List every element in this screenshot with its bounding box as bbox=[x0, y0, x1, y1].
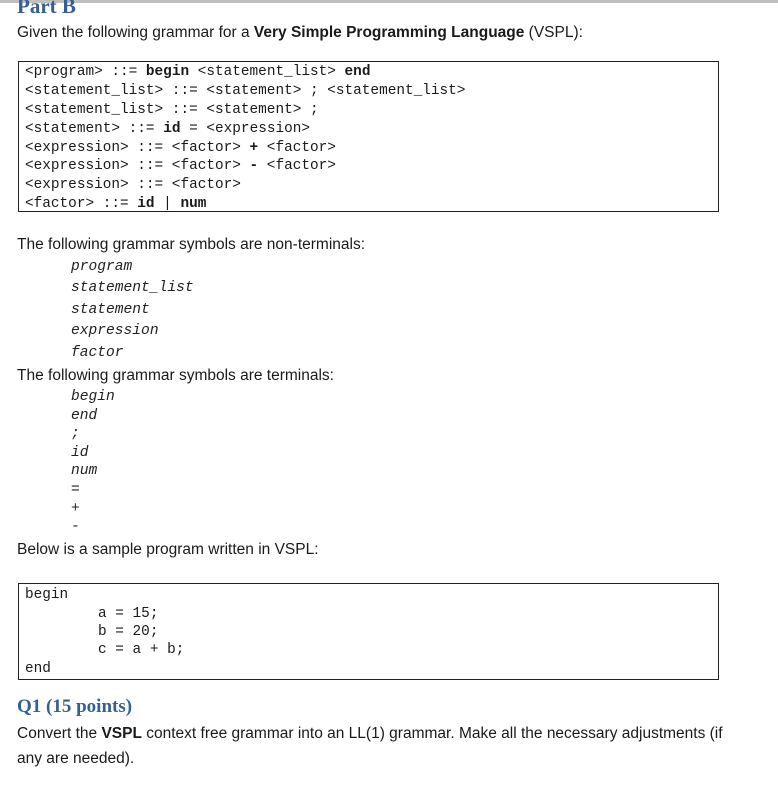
nonterminal-symbol: factor bbox=[71, 344, 124, 361]
terminal-symbol: - bbox=[71, 519, 80, 536]
grammar-terminal: id bbox=[137, 196, 155, 213]
grammar-terminal: num bbox=[180, 196, 207, 213]
section-heading: Part B bbox=[17, 0, 76, 18]
grammar-terminal: id bbox=[163, 120, 181, 137]
nonterminal-symbol: statement bbox=[71, 301, 150, 318]
grammar-terminal: begin bbox=[145, 64, 190, 80]
question-text: Convert the VSPL context free grammar into an LL(1) grammar. Make all the necessary adjustments (if any are needed). bbox=[17, 725, 723, 767]
grammar-rule bbox=[25, 120, 718, 139]
terminal-symbol: = bbox=[71, 481, 80, 498]
nonterminal-symbol: expression bbox=[71, 323, 159, 340]
grammar-text: <factor> bbox=[258, 139, 336, 156]
intro-paragraph: Given the following grammar for a Very Simple Programming Language (VSPL): bbox=[17, 24, 583, 41]
grammar-text: <factor> bbox=[258, 158, 336, 175]
sample-program-box bbox=[18, 583, 719, 680]
grammar-text: | bbox=[154, 196, 181, 213]
nonterminals-label: The following grammar symbols are non-terminals: bbox=[17, 236, 366, 253]
sample-end: end bbox=[25, 661, 51, 677]
nonterminal-symbol: program bbox=[71, 259, 133, 275]
terminals-list bbox=[71, 388, 115, 537]
question-title: Q1 (15 points) bbox=[17, 696, 133, 717]
grammar-text: <statement_list> bbox=[189, 64, 345, 80]
nonterminals-list bbox=[71, 257, 194, 364]
terminal-symbol: begin bbox=[71, 389, 115, 405]
sample-line: c = a + b; bbox=[98, 642, 185, 658]
header-rule bbox=[0, 0, 778, 3]
grammar-rule bbox=[25, 63, 718, 82]
grammar-text: <expression> ::= <factor> bbox=[25, 139, 250, 156]
grammar-terminal: - bbox=[249, 158, 259, 175]
grammar-text: <factor> ::= bbox=[25, 196, 138, 213]
grammar-text: <statement_list> ::= <statement> ; bbox=[25, 101, 319, 118]
terminals-label: The following grammar symbols are terminals: bbox=[17, 367, 334, 384]
grammar-text: <expression> ::= <factor> bbox=[25, 177, 241, 194]
sample-line: a = 15; bbox=[98, 606, 159, 622]
grammar-rule bbox=[25, 101, 718, 120]
sample-line: b = 20; bbox=[98, 624, 159, 640]
grammar-rule bbox=[25, 176, 718, 195]
grammar-box bbox=[18, 61, 719, 212]
grammar-terminal: + bbox=[249, 139, 259, 156]
sample-begin: begin bbox=[25, 587, 69, 603]
grammar-text: <statement> ::= bbox=[25, 120, 164, 137]
grammar-rule bbox=[25, 139, 718, 158]
terminal-symbol: end bbox=[71, 407, 98, 424]
sample-label: Below is a sample program written in VSPL: bbox=[17, 541, 319, 558]
grammar-text: <expression> ::= <factor> bbox=[25, 158, 250, 175]
grammar-text: <expression> bbox=[206, 120, 311, 137]
grammar-text: <program> ::= bbox=[25, 64, 146, 80]
grammar-rule bbox=[25, 157, 718, 176]
grammar-text: <statement_list> ::= <statement> ; <statement_list> bbox=[25, 82, 466, 99]
grammar-rule bbox=[25, 195, 718, 214]
terminal-symbol: ; bbox=[71, 426, 80, 443]
nonterminal-symbol: statement_list bbox=[71, 280, 194, 297]
grammar-terminal: end bbox=[344, 64, 371, 80]
terminal-symbol: + bbox=[71, 500, 80, 517]
grammar-text: = bbox=[180, 120, 207, 137]
grammar-rule bbox=[25, 82, 718, 101]
terminal-symbol: num bbox=[71, 463, 98, 480]
terminal-symbol: id bbox=[71, 444, 89, 461]
